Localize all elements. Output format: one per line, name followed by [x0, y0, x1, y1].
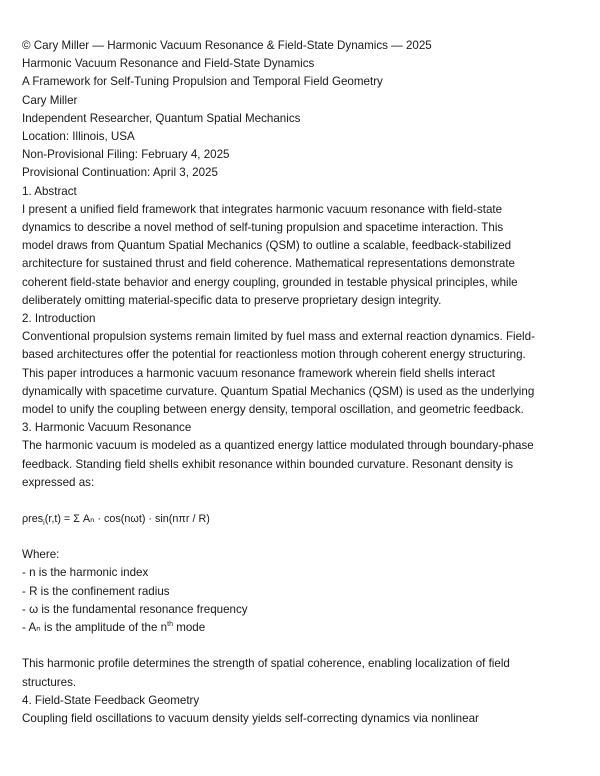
list-item: - R is the confinement radius	[22, 584, 170, 598]
equation-rhs: (r,t) = Σ Aₙ · cos(nωt) · sin(nπr / R)	[44, 513, 210, 526]
copyright-line: © Cary Miller — Harmonic Vacuum Resonance & Field-State Dynamics — 2025	[22, 39, 432, 52]
equation-res: res	[28, 513, 44, 526]
text-line: Conventional propulsion systems remain limited by fuel mass and external reaction dynamics. Field-	[22, 330, 535, 344]
document-subtitle: A Framework for Self-Tuning Propulsion and Temporal Field Geometry	[22, 75, 383, 89]
section-heading-introduction: 2. Introduction	[22, 312, 96, 326]
continuation-date: Provisional Continuation: April 3, 2025	[22, 166, 218, 180]
author-affiliation: Independent Researcher, Quantum Spatial Mechanics	[22, 111, 301, 125]
text-line: Coupling field oscillations to vacuum density yields self-correcting dynamics via nonlinear	[22, 711, 479, 725]
text-line: This paper introduces a harmonic vacuum resonance framework wherein field shells interact	[22, 366, 495, 380]
list-item: - n is the harmonic index	[22, 566, 149, 580]
text-line: deliberately omitting material-specific data to preserve proprietary design integrity.	[22, 293, 442, 307]
variable-list	[22, 564, 582, 637]
text-line: architecture for sustained thrust and field coherence. Mathematical representations demonstrate	[22, 257, 516, 271]
spacer	[22, 528, 582, 546]
text-line: dynamics to describe a novel method of self-tuning propulsion and spacetime interaction. This	[22, 221, 504, 235]
text-line: I present a unified field framework that integrates harmonic vacuum resonance with field-state	[22, 202, 503, 216]
text-line: coherent field-state behavior and energy coupling, grounded in testable physical principles, while	[22, 275, 518, 289]
ordinal-superscript: th	[167, 621, 173, 629]
list-item: - ω is the fundamental resonance frequency	[22, 602, 248, 616]
list-item-suffix: mode	[172, 621, 206, 635]
text-line: feedback. Standing field shells exhibit resonance within bounded curvature. Resonant density is	[22, 457, 514, 471]
abstract-body	[22, 201, 582, 310]
author-location: Location: Illinois, USA	[22, 130, 135, 144]
document-page	[22, 37, 582, 728]
author-name: Cary Miller	[22, 93, 78, 107]
text-line: This harmonic profile determines the strength of spatial coherence, enabling localization of field	[22, 657, 510, 671]
list-item-prefix: - Aₙ is the amplitude of the n	[22, 621, 168, 635]
feedback-body	[22, 710, 582, 728]
filing-date: Non-Provisional Filing: February 4, 2025	[22, 148, 230, 162]
text-line: based architectures offer the potential for reactionless motion through coherent energy structuring.	[22, 348, 526, 362]
resonance-body	[22, 437, 582, 492]
document-title: Harmonic Vacuum Resonance and Field-State Dynamics	[22, 57, 315, 71]
section-heading-abstract: 1. Abstract	[22, 184, 77, 198]
list-item	[22, 619, 582, 637]
text-line: The harmonic vacuum is modeled as a quantized energy lattice modulated through boundary-phase	[22, 439, 534, 453]
text-line: expressed as:	[22, 475, 95, 489]
introduction-body	[22, 328, 582, 419]
text-line: structures.	[22, 675, 77, 689]
spacer	[22, 492, 582, 510]
text-line: model to unify the coupling between energy density, temporal oscillation, and geometric feedback.	[22, 403, 524, 417]
resonance-closing	[22, 655, 582, 691]
section-heading-resonance: 3. Harmonic Vacuum Resonance	[22, 421, 192, 435]
equation-res-subscript: i	[43, 520, 45, 528]
text-line: dynamically with spacetime curvature. Quantum Spatial Mechanics (QSM) is used as the underlying	[22, 384, 535, 398]
equation-rho: ρ	[22, 513, 29, 526]
resonant-density-equation	[22, 510, 582, 528]
where-label: Where:	[22, 548, 60, 562]
section-heading-feedback: 4. Field-State Feedback Geometry	[22, 693, 200, 707]
text-line: model draws from Quantum Spatial Mechanics (QSM) to outline a scalable, feedback-stabilized	[22, 239, 512, 253]
spacer	[22, 637, 582, 655]
